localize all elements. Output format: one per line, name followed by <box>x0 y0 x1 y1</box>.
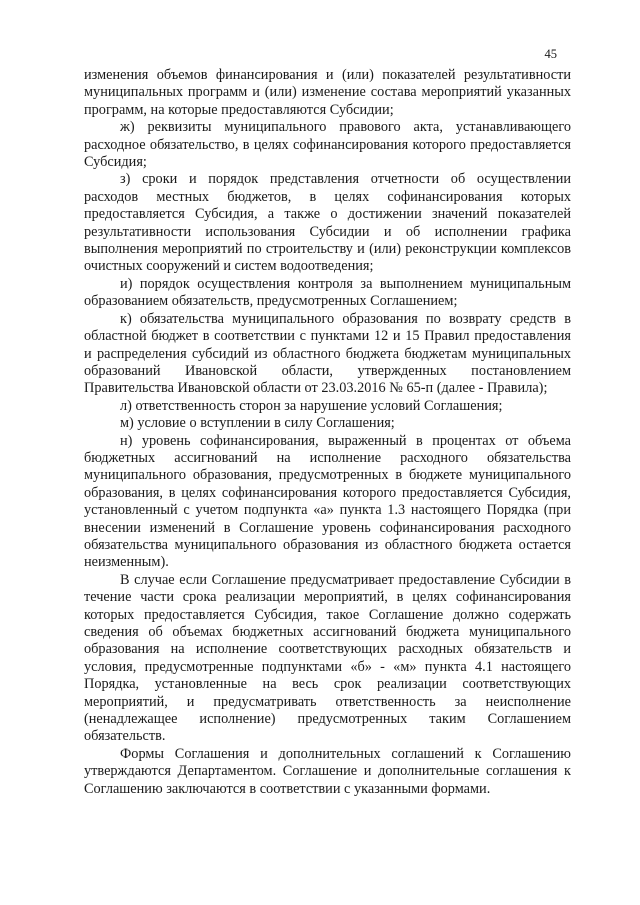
paragraph-agreement-forms: Формы Соглашения и дополнительных соглашений к Соглашению утверждаются Департаментом. Соглашение и дополнительные соглашения к Соглашению заключаются в соответствии с указанными формами. <box>84 745 571 797</box>
paragraph-item-zh: ж) реквизиты муниципального правового акта, устанавливающего расходное обязательство, в целях софинансирования которого предоставляется Субсидия; <box>84 119 571 171</box>
paragraph-item-n: н) уровень софинансирования, выраженный в процентах от объема бюджетных ассигнований на исполнение расходного обязательства муниципального образования, предусмотренных в бюджете муниципального образования, в целях софинансирования которого предоставляется Субсидия, установленный с учетом подпункта «а» пункта 1.3 настоящего Порядка (при внесении изменений в Соглашение уровень софинансирования расходного обязательства муниципального образования из областного бюджета остается неизменным). <box>84 432 571 571</box>
paragraph-financing-changes: изменения объемов финансирования и (или) показателей результативности муниципальных программ и (или) изменение состава мероприятий указанных программ, на которые предоставляются Субсидии; <box>84 67 571 118</box>
paragraph-item-i: и) порядок осуществления контроля за выполнением муниципальным образованием обязательств, предусмотренных Соглашением; <box>84 275 571 310</box>
paragraph-item-k: к) обязательства муниципального образования по возврату средств в областной бюджет в соответствии с пунктами 12 и 15 Правил предоставления и распределения субсидий из областного бюджета бюджетам муниципальных образований Ивановской области, утвержденных постановлением Правительства Ивановской области от 23.03.2016 № 65-п (далее - Правила); <box>84 310 571 397</box>
paragraph-item-z: з) сроки и порядок представления отчетности об осуществлении расходов местных бюджетов, в целях софинансирования которых предоставляется Субсидия, а также о достижении значений показателей результативности использования Субсидии и об исполнении графика выполнения мероприятий по строительству и (или) реконструкции комплексов очистных сооружений и систем водоотведения; <box>84 171 571 275</box>
paragraph-item-m: м) условие о вступлении в силу Соглашения; <box>120 415 395 432</box>
document-body <box>84 67 571 798</box>
page-number: 45 <box>544 47 557 61</box>
paragraph-partial-term: В случае если Соглашение предусматривает предоставление Субсидии в течение части срока реализации мероприятий, в целях софинансирования которых предоставляется Субсидия, такое Соглашение должно содержать сведения об объемах бюджетных ассигнований бюджета муниципального образования на исполнение соответствующих расходных обязательств и условия, предусмотренные подпунктами «б» - «м» пункта 4.1 настоящего Порядка, установленные на весь срок реализации соответствующих мероприятий, и предусматривать ответственность за неисполнение (ненадлежащее исполнение) предусмотренных таким Соглашением обязательств. <box>84 571 571 745</box>
paragraph-item-l: л) ответственность сторон за нарушение условий Соглашения; <box>120 397 503 414</box>
